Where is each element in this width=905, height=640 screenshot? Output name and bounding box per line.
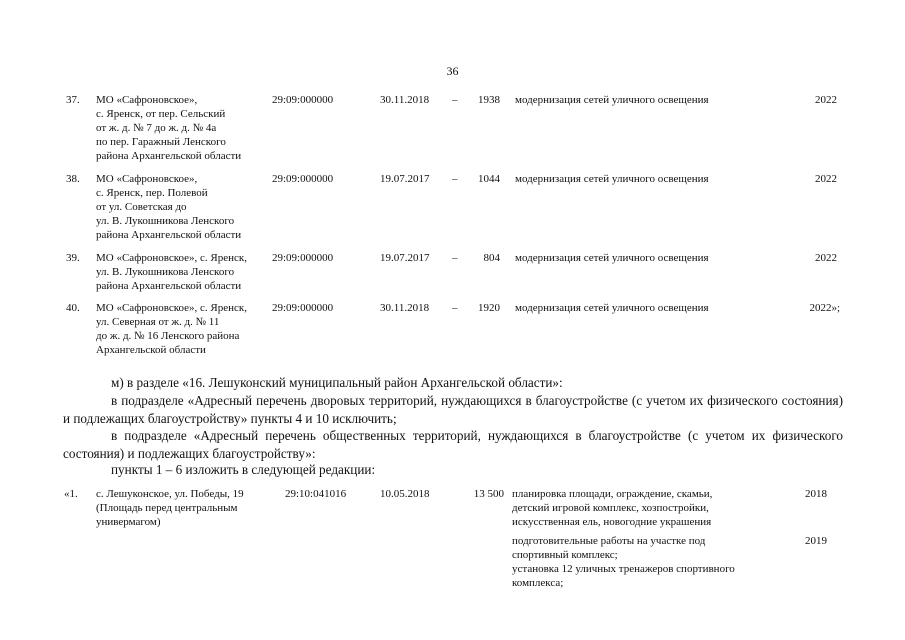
cadastral-code-cell: 29:09:000000 [272,252,334,264]
year-cell: 2018 [805,488,827,500]
dash-cell: – [452,94,458,106]
row-number: 40. [66,302,80,314]
date-cell: 19.07.2017 [380,252,430,264]
row-number: 39. [66,252,80,264]
year-cell: 2022 [815,94,837,106]
area-cell: 804 [483,252,500,264]
date-cell: 30.11.2018 [380,94,430,106]
work-cell: подготовительные работы на участке под спортивный комплекс; установка 12 уличных тренажеров спортивного комплекса; [512,535,735,589]
work-cell: планировка площади, ограждение, скамьи, детский игровой комплекс, хозпостройки, искусственная ель, новогодние украшения [512,488,713,528]
year-cell: 2022 [815,252,837,264]
work-cell: модернизация сетей уличного освещения [515,173,709,185]
cadastral-code-cell: 29:10:041016 [285,488,347,500]
area-cell: 1920 [478,302,500,314]
address-cell: МО «Сафроновское», с. Яренск, ул. В. Лукошникова Ленского района Архангельской области [96,252,247,292]
work-cell: модернизация сетей уличного освещения [515,302,709,314]
dash-cell: – [452,173,458,185]
body-paragraph: пункты 1 – 6 изложить в следующей редакции: [111,462,376,477]
address-cell: МО «Сафроновское», с. Яренск, от пер. Сельский от ж. д. № 7 до ж. д. № 4а по пер. Гаражный Ленского района Архангельской области [96,94,242,162]
area-cell: 1938 [478,94,500,106]
address-cell: с. Лешуконское, ул. Победы, 19 (Площадь перед центральным универмагом) [96,488,244,528]
row-number: 38. [66,173,80,185]
section-heading-paragraph: м) в разделе «16. Лешуконский муниципальный район Архангельской области»: [111,375,563,390]
year-cell: 2019 [805,535,827,547]
body-paragraph: в подразделе «Адресный перечень дворовых территорий, нуждающихся в благоустройстве (с учетом их физического состояния) и подлежащих благоустройству» пункты 4 и 10 исключить; [63,393,843,426]
dash-cell: – [452,302,458,314]
work-cell: модернизация сетей уличного освещения [515,94,709,106]
date-cell: 30.11.2018 [380,302,430,314]
work-cell: модернизация сетей уличного освещения [515,252,709,264]
row-number: «1. [64,488,78,500]
cadastral-code-cell: 29:09:000000 [272,94,334,106]
area-cell: 13 500 [473,488,504,500]
cadastral-code-cell: 29:09:000000 [272,302,334,314]
dash-cell: – [452,252,458,264]
row-number: 37. [66,94,80,106]
year-cell: 2022 [815,173,837,185]
year-cell: 2022»; [809,302,840,314]
body-paragraph: в подразделе «Адресный перечень общественных территорий, нуждающихся в благоустройстве (с учетом их физического состояния) и подлежащих благоустройству»: [63,428,843,461]
area-cell: 1044 [478,173,500,185]
date-cell: 10.05.2018 [380,488,430,500]
page-number: 36 [446,64,459,78]
address-cell: МО «Сафроновское», с. Яренск, пер. Полевой от ул. Советская до ул. В. Лукошникова Ленского района Архангельской области [96,173,242,241]
date-cell: 19.07.2017 [380,173,430,185]
cadastral-code-cell: 29:09:000000 [272,173,334,185]
address-cell: МО «Сафроновское», с. Яренск, ул. Северная от ж. д. № 11 до ж. д. № 16 Ленского района Архангельской области [96,302,247,356]
